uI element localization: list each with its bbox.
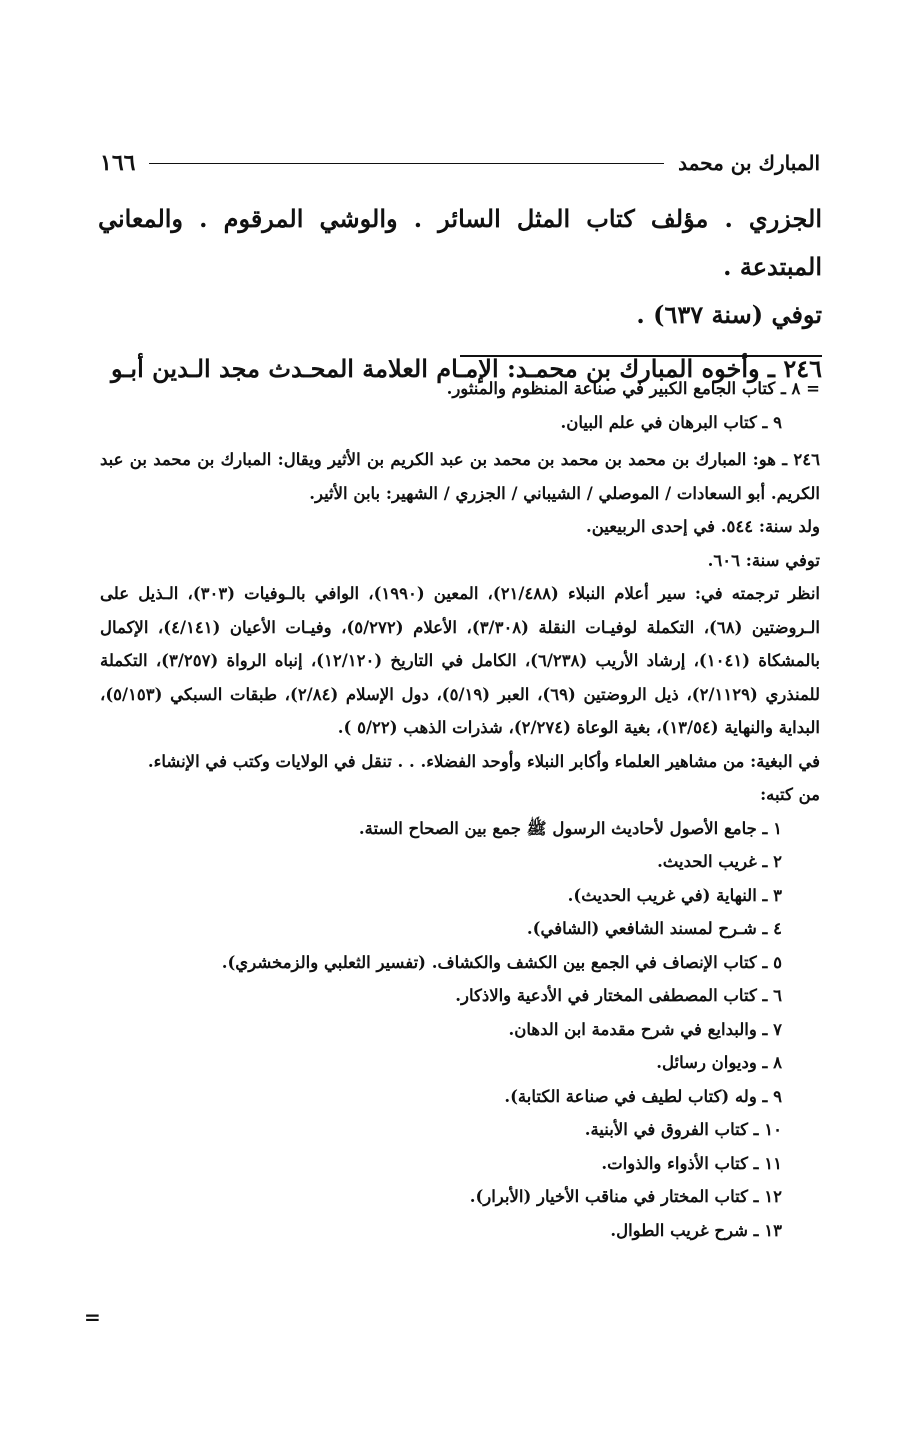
footnote-item-9: ٩ ـ كتاب البرهان في علم البيان.: [560, 412, 782, 432]
footnote-born: ولد سنة: ٥٤٤. في إحدى الربيعين.: [586, 517, 820, 536]
book-list-item: ٥ ـ كتاب الإنصاف في الجمع بين الكشف والكشاف. (تفسير الثعلبي والزمخشري).: [221, 952, 782, 972]
book-list-item: ١٢ ـ كتاب المختار في مناقب الأخيار (الأبرار).: [469, 1187, 782, 1206]
footnote-item-8: = ٨ ـ كتاب الجامع الكبير في صناعة المنظوم والمنثور.: [446, 379, 820, 398]
book-list-item: ٢ ـ غريب الحديث.: [657, 852, 782, 871]
book-list-item: ٤ ـ شـرح لمسند الشافعي (الشافي).: [526, 919, 782, 938]
book-list-item: ١٣ ـ شرح غريب الطوال.: [610, 1220, 782, 1240]
book-list-item: ١ ـ جامع الأصول لأحاديث الرسول ﷺ جمع بين الصحاح الستة.: [358, 818, 782, 838]
book-list-item: ١٠ ـ كتاب الفروق في الأبنية.: [584, 1120, 782, 1139]
continuation-mark-bottom: =: [84, 1305, 101, 1329]
footnote-separator: [460, 355, 822, 357]
footnote-sources: انظر ترجمته في: سير أعلام النبلاء (٢١/٤٨٨)، المعين (١٩٩٠)، الوافي بالـوفيات (٣٠٣)، الـذيل على الـروضتين (٦٨)، التكملة لوفيـات النقلة (٣/٣٠٨)، الأعلام (٥/٢٧٢)، وفيـات الأعيان (٤/١٤١)، الإكمال بالمشكاة (١٠٤١)، إرشاد الأريب (٦/٢٣٨)، الكامل في التاريخ (١٢/١٢٠)، إنباه الرواة (٣/٢٥٧)، التكملة للمنذري (٢/١١٢٩)، ذيل الروضتين (٦٩)، العبر (٥/١٩)، دول الإسلام (٢/٨٤)، طبقات السبكي (٥/١٥٣)، البداية والنهاية (١٣/٥٤)، بغية الوعاة (٢/٢٧٤)، شذرات الذهب (٥/٢٢ ).: [100, 584, 820, 737]
footnote-entry-who: ٢٤٦ ـ هو: المبارك بن محمد بن محمد بن محمد بن عبد الكريم بن الأثير ويقال: المبارك بن محمد بن عبد الكريم. أبو السعادات / الموصلي / الشيباني / الجزري / الشهير: بابن الأثير.: [100, 450, 820, 503]
header-rule: [149, 163, 664, 164]
footnote-books-intro: من كتبه:: [760, 785, 820, 804]
page-header: [100, 148, 820, 178]
main-text: [98, 195, 822, 393]
footnote-died: توفي سنة: ٦٠٦.: [707, 550, 820, 570]
book-list-item: ٩ ـ وله (كتاب لطيف في صناعة الكتابة).: [504, 1086, 782, 1106]
page-number: ١٦٦: [100, 150, 136, 176]
main-line-1: الجزري . مؤلف كتاب المثل السائر . والوشي المرقوم . والمعاني المبتدعة .: [98, 204, 822, 281]
footnote-bughya: في البغية: من مشاهير العلماء وأكابر النبلاء وأوحد الفضلاء. . . تنقل في الولايات وكتب في الإنشاء.: [147, 751, 820, 771]
entry-heading: ٢٤٦ ـ وأخوه المبارك بن محمـد: الإمـام العلامة المحـدث مجد الـدين أبـو: [111, 354, 822, 383]
running-head: المبارك بن محمد: [678, 151, 820, 175]
main-line-2: توفي (سنة ٦٣٧) .: [636, 300, 822, 329]
book-list-item: ٨ ـ وديوان رسائل.: [656, 1053, 782, 1072]
book-list-item: ٦ ـ كتاب المصطفى المختار في الأدعية والاذكار.: [455, 986, 782, 1005]
book-list-item: ٣ ـ النهاية (في غريب الحديث).: [567, 885, 782, 905]
continuation-mark: =: [806, 379, 820, 398]
book-list-item: ١١ ـ كتاب الأذواء والذوات.: [601, 1153, 782, 1173]
book-list-item: ٧ ـ والبدايع في شرح مقدمة ابن الدهان.: [508, 1019, 782, 1039]
footnotes: [100, 372, 820, 1247]
